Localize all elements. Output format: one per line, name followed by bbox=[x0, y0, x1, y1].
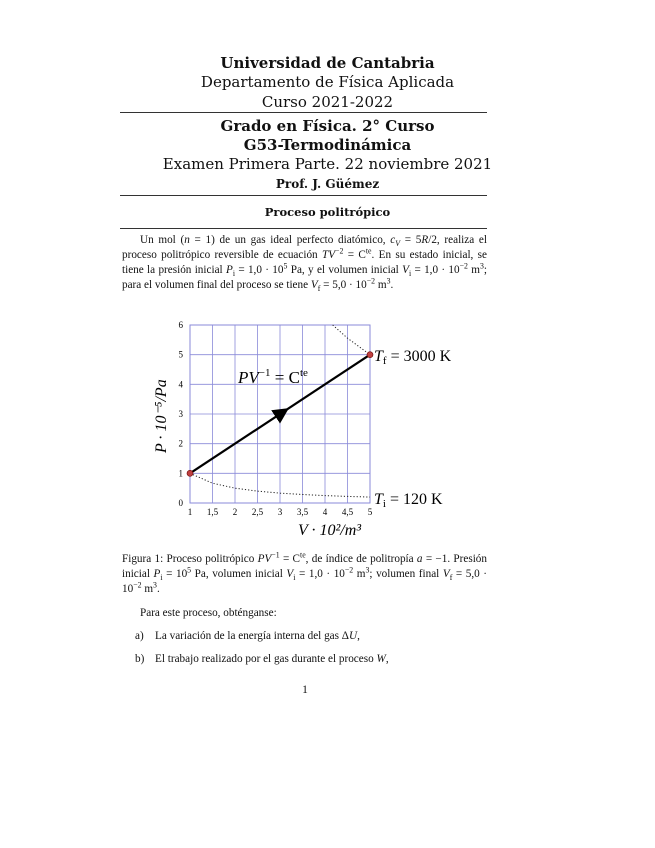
ti-label: Ti = 120 K bbox=[374, 491, 443, 510]
question-b-label: b) bbox=[135, 653, 145, 665]
header-rule-2 bbox=[120, 195, 487, 196]
x-tick-label: 1,5 bbox=[206, 507, 219, 517]
question-a: a) La variación de la energía interna del gas ΔU, bbox=[135, 630, 360, 642]
x-tick-label: 4 bbox=[322, 507, 328, 517]
x-tick-label: 4,5 bbox=[341, 507, 354, 517]
process-label: $PV^{-1} = C^{te}$ bbox=[238, 367, 308, 387]
x-tick-label: 3 bbox=[277, 507, 283, 517]
y-tick-label: 3 bbox=[178, 409, 183, 419]
questions-intro: Para este proceso, obténganse: bbox=[140, 607, 277, 619]
y-tick-label: 1 bbox=[178, 468, 183, 479]
state-point bbox=[367, 352, 373, 358]
question-b: b) El trabajo realizado por el gas durante el proceso W, bbox=[135, 653, 389, 665]
x-tick-label: 5 bbox=[367, 507, 373, 517]
pv-diagram bbox=[150, 315, 480, 545]
tick-labels bbox=[179, 320, 373, 517]
x-tick-label: 1 bbox=[187, 507, 193, 517]
course-year: Curso 2021-2022 bbox=[261, 93, 394, 111]
x-tick-label: 2,5 bbox=[251, 507, 264, 517]
x-tick-label: 2 bbox=[232, 507, 238, 517]
professor-name: Prof. J. Güémez bbox=[275, 177, 380, 191]
tf-label: Tf = 3000 K bbox=[374, 348, 452, 367]
question-a-label: a) bbox=[135, 630, 144, 642]
y-tick-label: 2 bbox=[178, 438, 183, 449]
subject-title: G53-Termodinámica bbox=[243, 136, 412, 154]
exam-title: Examen Primera Parte. 22 noviembre 2021 bbox=[162, 155, 493, 173]
department-name: Departamento de Física Aplicada bbox=[200, 73, 455, 91]
state-point bbox=[187, 470, 193, 476]
problem-statement: Un mol (n = 1) de un gas ideal perfecto diatómico, $c_V = 5R/2$, realiza el proceso politrópico reversible de ecuación $TV^{-2} = C^{te}$. En su estado inicial, se tiene la presión inicial $P_i = 1,0 \cdot 10^5$ Pa, y el volumen inicial $V_i = 1,0 \cdot 10^{-2}$ $m^3$; para el volumen final del proceso se tiene $V_f = 5,0 \cdot 10^{-2}$ $m^3$. bbox=[122, 234, 488, 294]
ylabel: P · 10⁻⁵/Pa bbox=[153, 379, 170, 453]
university-name: Universidad de Cantabria bbox=[220, 54, 435, 72]
y-tick-label: 5 bbox=[178, 349, 183, 360]
section-title: Proceso politrópico bbox=[264, 205, 391, 219]
figure-caption: Figura 1: Proceso politrópico $PV^{-1} = C^{te}$, de índice de politropía a = −1. Presión inicial $P_i = 10^5$ Pa, volumen inicial $V_i = 1,0 \cdot 10^{-2}$ $m^3$; volumen final $V_f = 5,0 \cdot 10^{-2}$ $m^3$. bbox=[122, 550, 488, 595]
process-arrow bbox=[278, 413, 283, 416]
y-tick-label: 6 bbox=[178, 320, 183, 330]
isotherm-curve bbox=[333, 325, 370, 355]
y-tick-label: 4 bbox=[178, 379, 183, 390]
page-number: 1 bbox=[302, 684, 308, 696]
y-tick-label: 0 bbox=[178, 498, 183, 508]
header-rule-1 bbox=[120, 112, 487, 113]
x-tick-label: 3,5 bbox=[296, 507, 309, 517]
header-rule-3 bbox=[120, 228, 487, 229]
degree-title: Grado en Física. 2° Curso bbox=[220, 117, 435, 135]
xlabel: V · 10²/m³ bbox=[298, 522, 362, 539]
